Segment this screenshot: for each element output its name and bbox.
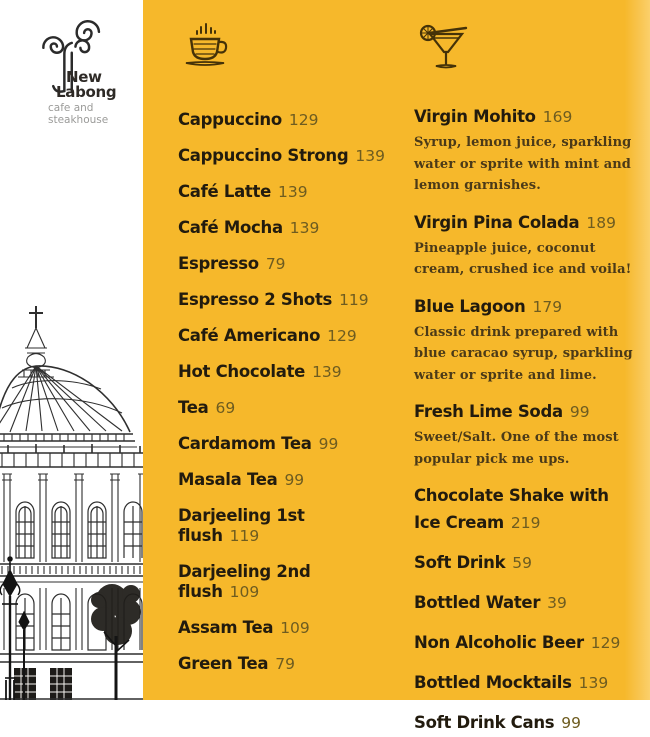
item-line: [178, 110, 390, 130]
item-name: Espresso 2 Shots: [178, 290, 333, 309]
menu-item: [178, 182, 390, 202]
item-name: Hot Chocolate: [178, 362, 306, 381]
section-mocktails: [414, 20, 636, 732]
item-price: 99: [569, 403, 590, 421]
item-price: 99: [318, 435, 339, 453]
item-name: Cappuccino: [178, 110, 282, 129]
item-price: 39: [547, 594, 567, 612]
item-name: Darjeeling 1st flush: [178, 506, 305, 545]
item-name: Bottled Mocktails: [414, 673, 572, 692]
item-name: Green Tea: [178, 654, 269, 673]
brand-name-line1: New: [66, 68, 102, 86]
item-line: [414, 398, 636, 426]
item-line: [178, 182, 390, 202]
item-price: 129: [288, 111, 319, 129]
item-name: Soft Drink: [414, 553, 506, 572]
item-name: Espresso: [178, 254, 259, 273]
cocktail-glass-icon: [416, 22, 472, 70]
menu-item: [178, 326, 390, 346]
item-name: Darjeeling 2nd flush: [178, 562, 311, 601]
item-name: Assam Tea: [178, 618, 274, 637]
left-panel: [0, 0, 143, 700]
item-name: Masala Tea: [178, 470, 278, 489]
menu-item: [414, 398, 636, 470]
item-price: 179: [532, 297, 563, 316]
item-line: [178, 654, 390, 674]
item-name: Fresh Lime Soda: [414, 402, 563, 421]
coffee-cup-icon: [180, 22, 232, 70]
menu-item: [178, 398, 390, 418]
menu-item: [414, 103, 636, 197]
menu-item: [414, 669, 636, 697]
item-line: [414, 549, 636, 577]
menu-item: [178, 434, 390, 454]
item-description: Classic drink prepared with blue caracao syrup, sparkling water or sprite and lime.: [414, 324, 633, 383]
item-price: 129: [590, 634, 621, 652]
menu-list-hot: [178, 110, 390, 674]
item-description: Syrup, lemon juice, sparkling water or sprite with mint and lemon garnishes.: [414, 135, 632, 193]
item-price: 139: [312, 363, 342, 381]
menu-item: [178, 290, 390, 310]
item-line: [178, 434, 390, 454]
item-line: [414, 293, 636, 321]
item-name: Chocolate Shake with Ice Cream: [414, 486, 609, 532]
item-price: 119: [339, 291, 369, 309]
menu-item: [178, 654, 390, 674]
item-name: Café Mocha: [178, 218, 283, 237]
item-line: [414, 103, 636, 131]
item-line: [178, 618, 390, 638]
menu-item: [414, 209, 636, 281]
item-name: Café Americano: [178, 326, 321, 345]
menu-item: [414, 709, 636, 737]
menu-item: [178, 506, 390, 546]
menu-item: [178, 254, 390, 274]
item-line: [414, 669, 636, 697]
brand-text: [48, 68, 138, 126]
item-price: 139: [277, 183, 308, 201]
menu-item: [414, 549, 636, 577]
item-name: Café Latte: [178, 182, 271, 201]
item-price: 139: [355, 147, 385, 165]
item-line: [178, 218, 390, 238]
item-line: [178, 146, 390, 166]
item-price: 129: [327, 327, 357, 345]
item-name: Cappuccino Strong: [178, 146, 349, 165]
item-name: Blue Lagoon: [414, 296, 526, 316]
brand-tagline-line2: steakhouse: [48, 113, 109, 126]
item-line: [414, 589, 636, 617]
menu-item: [178, 110, 390, 130]
item-line: [178, 562, 390, 602]
item-line: [414, 209, 636, 237]
item-line: [414, 629, 636, 657]
item-price: 119: [229, 527, 260, 545]
menu-item: [178, 562, 390, 602]
brand-tagline-line1: cafe and: [48, 102, 94, 114]
brand-logo: [28, 12, 138, 126]
brand-name-line2: Labong: [56, 83, 117, 101]
brand-tagline: [48, 103, 138, 126]
item-description: Pineapple juice, coconut cream, crushed ice and voila!: [414, 240, 632, 277]
menu-item: [178, 146, 390, 166]
item-price: 219: [510, 514, 541, 532]
item-price: 79: [275, 655, 295, 673]
item-price: 69: [215, 399, 236, 417]
item-name: Tea: [178, 398, 209, 417]
item-line: [178, 254, 390, 274]
menu-item: [414, 629, 636, 657]
item-line: [414, 709, 636, 737]
section-hot-beverages: [178, 20, 390, 700]
item-price: 109: [229, 583, 260, 601]
item-line: [178, 362, 390, 382]
item-line: [178, 470, 390, 490]
menu-panel: [143, 0, 650, 732]
menu-list-mocktails: [414, 103, 636, 737]
item-name: Virgin Mohito: [414, 107, 536, 126]
item-price: 139: [289, 219, 320, 237]
item-price: 109: [280, 619, 310, 637]
item-price: 59: [512, 554, 532, 572]
item-name: Non Alcoholic Beer: [414, 633, 584, 652]
item-line: [178, 290, 390, 310]
item-line: [178, 326, 390, 346]
item-name: Bottled Water: [414, 593, 541, 612]
item-description: Sweet/Salt. One of the most popular pick me ups.: [414, 430, 619, 467]
menu-item: [178, 618, 390, 638]
item-name: Soft Drink Cans: [414, 713, 555, 732]
item-line: [178, 506, 390, 546]
item-price: 99: [284, 471, 305, 489]
item-name: Virgin Pina Colada: [414, 212, 580, 232]
menu-item: [414, 589, 636, 617]
menu-item: [414, 293, 636, 387]
item-name: Cardamom Tea: [178, 434, 312, 453]
item-line: [414, 482, 636, 537]
menu-item: [178, 362, 390, 382]
building-illustration: [0, 300, 145, 700]
item-price: 99: [561, 714, 582, 732]
menu-item: [414, 482, 636, 537]
item-price: 189: [586, 213, 616, 232]
item-price: 139: [578, 674, 609, 692]
menu-item: [178, 218, 390, 238]
item-price: 79: [265, 255, 286, 273]
item-line: [178, 398, 390, 418]
menu-item: [178, 470, 390, 490]
item-price: 169: [542, 108, 573, 126]
